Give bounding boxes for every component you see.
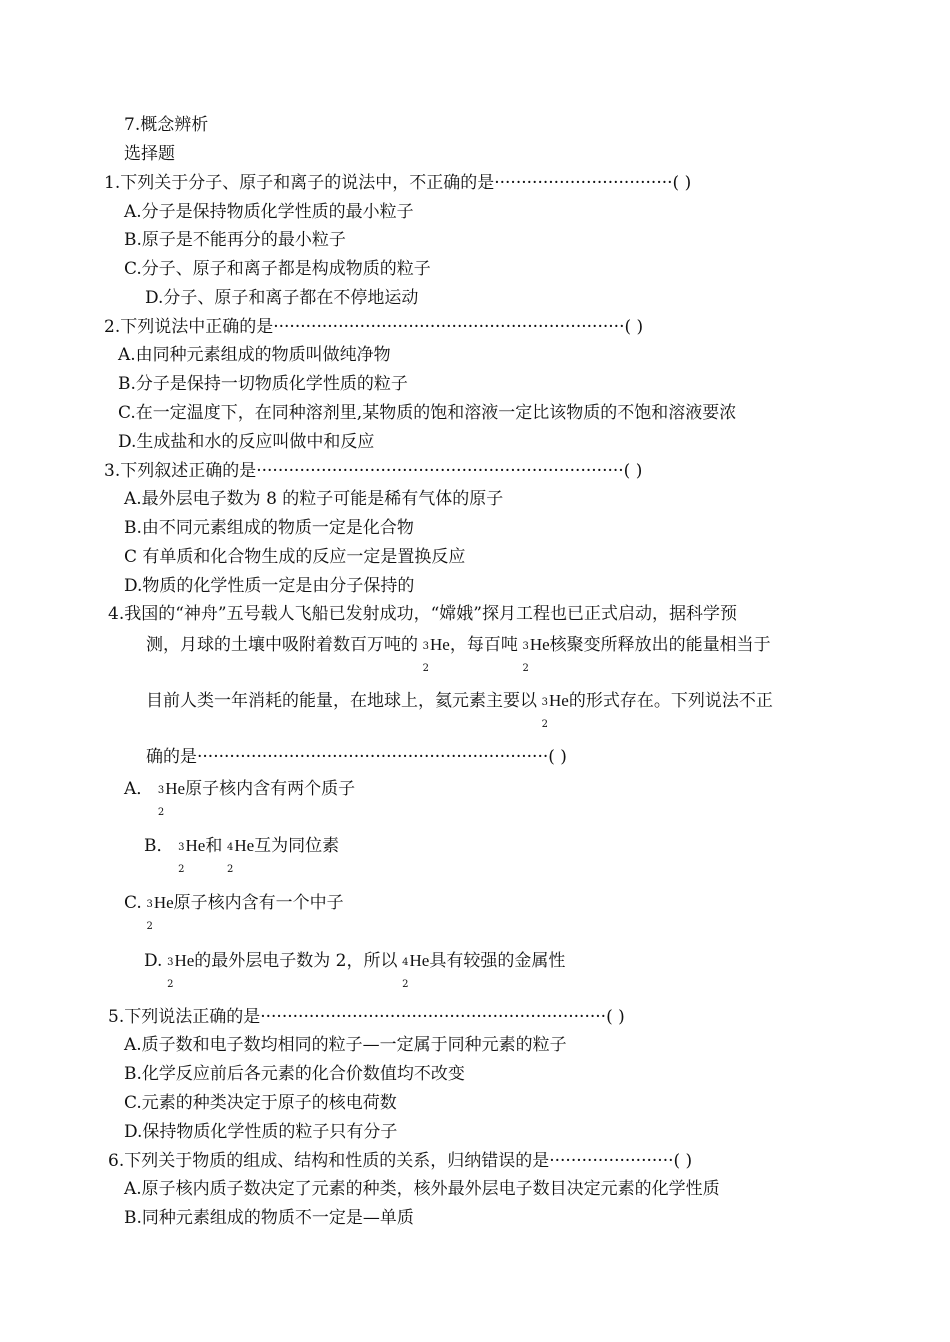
option-label: B． [144,836,174,856]
question-5-stem: 5.下列说法正确的是································································( ) [108,1007,625,1027]
option-text: 和 [205,836,223,856]
mass-number: 3 [522,641,529,652]
question-1-stem: 1.下列关于分子、原子和离子的说法中，不正确的是·································( ) [104,173,692,193]
atomic-number: 2 [157,807,165,818]
question-5-option-a: A.质子数和电子数均相同的粒子—一定属于同种元素的粒子 [124,1035,567,1055]
isotope-he3 [418,634,430,674]
question-5-option-b: B.化学反应前后各元素的化合价数值均不改变 [124,1064,465,1084]
question-3-option-a: A.最外层电子数为 8 的粒子可能是稀有气体的原子 [124,489,504,509]
question-4-text: 的形式存在。下列说法不正 [568,691,773,711]
element-symbol: He [529,635,550,654]
atomic-number: 2 [402,979,409,990]
question-2-option-d: D.生成盐和水的反应叫做中和反应 [118,432,375,452]
option-text: 互为同位素 [254,836,340,856]
mass-number: 4 [226,842,234,853]
question-6-stem: 6.下列关于物质的组成、结构和性质的关系，归纳错误的是·······················( ) [108,1151,693,1171]
question-2-option-b: B.分子是保持一切物质化学性质的粒子 [118,374,408,394]
question-5-option-d: D.保持物质化学性质的粒子只有分子 [124,1122,398,1142]
question-4-text: 目前人类一年消耗的能量，在地球上，氦元素主要以 [146,691,537,711]
element-symbol: He [430,635,450,654]
question-4-text: 测，月球的土壤中吸附着数百万吨的 [146,635,418,655]
option-label: C. [124,893,142,913]
element-symbol: He [185,836,206,855]
option-text: 具有较强的金属性 [429,951,566,971]
isotope-he3 [142,892,154,932]
mass-number: 4 [402,957,409,968]
question-4-option-c [124,892,344,932]
question-2-option-c: C.在一定温度下，在同种溶剂里,某物质的饱和溶液一定比该物质的不饱和溶液要浓 [118,403,737,423]
question-2-option-a: A.由同种元素组成的物质叫做纯净物 [118,345,391,365]
atomic-number: 2 [226,864,234,875]
question-4-line-4: 确的是·································································( ) [146,747,567,767]
option-text: 原子核内含有一个中子 [173,893,344,913]
question-4-option-a [124,778,356,818]
question-4-text: 核聚变所释放出的能量相当于 [549,635,771,655]
element-symbol: He [409,951,430,970]
section-title: 7.概念辨析 [124,115,209,135]
question-2-stem: 2.下列说法中正确的是·································································( ) [104,317,644,337]
atomic-number: 2 [522,663,529,674]
question-4-line-1: 4.我国的“神舟”五号载人飞船已发射成功，“嫦娥”探月工程也已正式启动，据科学预 [108,604,737,624]
option-text: 原子核内含有两个质子 [185,779,356,799]
question-1-option-a: A.分子是保持物质化学性质的最小粒子 [124,202,414,222]
atomic-number: 2 [422,663,429,674]
mass-number: 3 [541,697,548,708]
mass-number: 3 [178,842,185,853]
question-4-option-b [144,835,340,875]
question-5-option-c: C.元素的种类决定于原子的核电荷数 [124,1093,397,1113]
atomic-number: 2 [167,979,174,990]
question-3-option-d: D.物质的化学性质一定是由分子保持的 [124,576,415,596]
element-symbol: He [234,836,255,855]
isotope-he3 [537,690,549,730]
option-label: A． [124,779,154,799]
question-1-option-d: D.分子、原子和离子都在不停地运动 [145,288,419,308]
element-symbol: He [165,779,186,798]
question-3-stem: 3.下列叙述正确的是····································································( ) [104,461,643,481]
subtitle: 选择题 [124,144,175,164]
isotope-he4 [222,835,234,875]
question-4-line-3 [146,690,773,730]
question-4-text: ，每百吨 [449,635,518,655]
isotope-he3 [162,950,174,990]
question-3-option-c: C 有单质和化合物生成的反应一定是置换反应 [124,547,466,567]
atomic-number: 2 [178,864,185,875]
atomic-number: 2 [146,921,153,932]
question-1-option-b: B.原子是不能再分的最小粒子 [124,230,346,250]
question-4-option-d [144,950,566,990]
isotope-he3 [518,634,530,674]
isotope-he4 [398,950,410,990]
mass-number: 3 [167,957,174,968]
isotope-he3 [174,835,186,875]
question-3-option-b: B.由不同元素组成的物质一定是化合物 [124,518,414,538]
option-label: D. [144,951,163,971]
question-6-option-a: A.原子核内质子数决定了元素的种类，核外最外层电子数目决定元素的化学性质 [124,1179,720,1199]
element-symbol: He [153,893,174,912]
question-6-option-b: B.同种元素组成的物质不一定是—单质 [124,1208,414,1228]
atomic-number: 2 [541,719,548,730]
question-4-line-2 [146,634,771,674]
option-text: 的最外层电子数为 2，所以 [194,951,398,971]
mass-number: 3 [157,785,165,796]
mass-number: 3 [146,899,153,910]
isotope-he3 [153,778,165,818]
element-symbol: He [174,951,195,970]
mass-number: 3 [422,641,429,652]
question-1-option-c: C.分子、原子和离子都是构成物质的粒子 [124,259,431,279]
element-symbol: He [549,691,569,710]
